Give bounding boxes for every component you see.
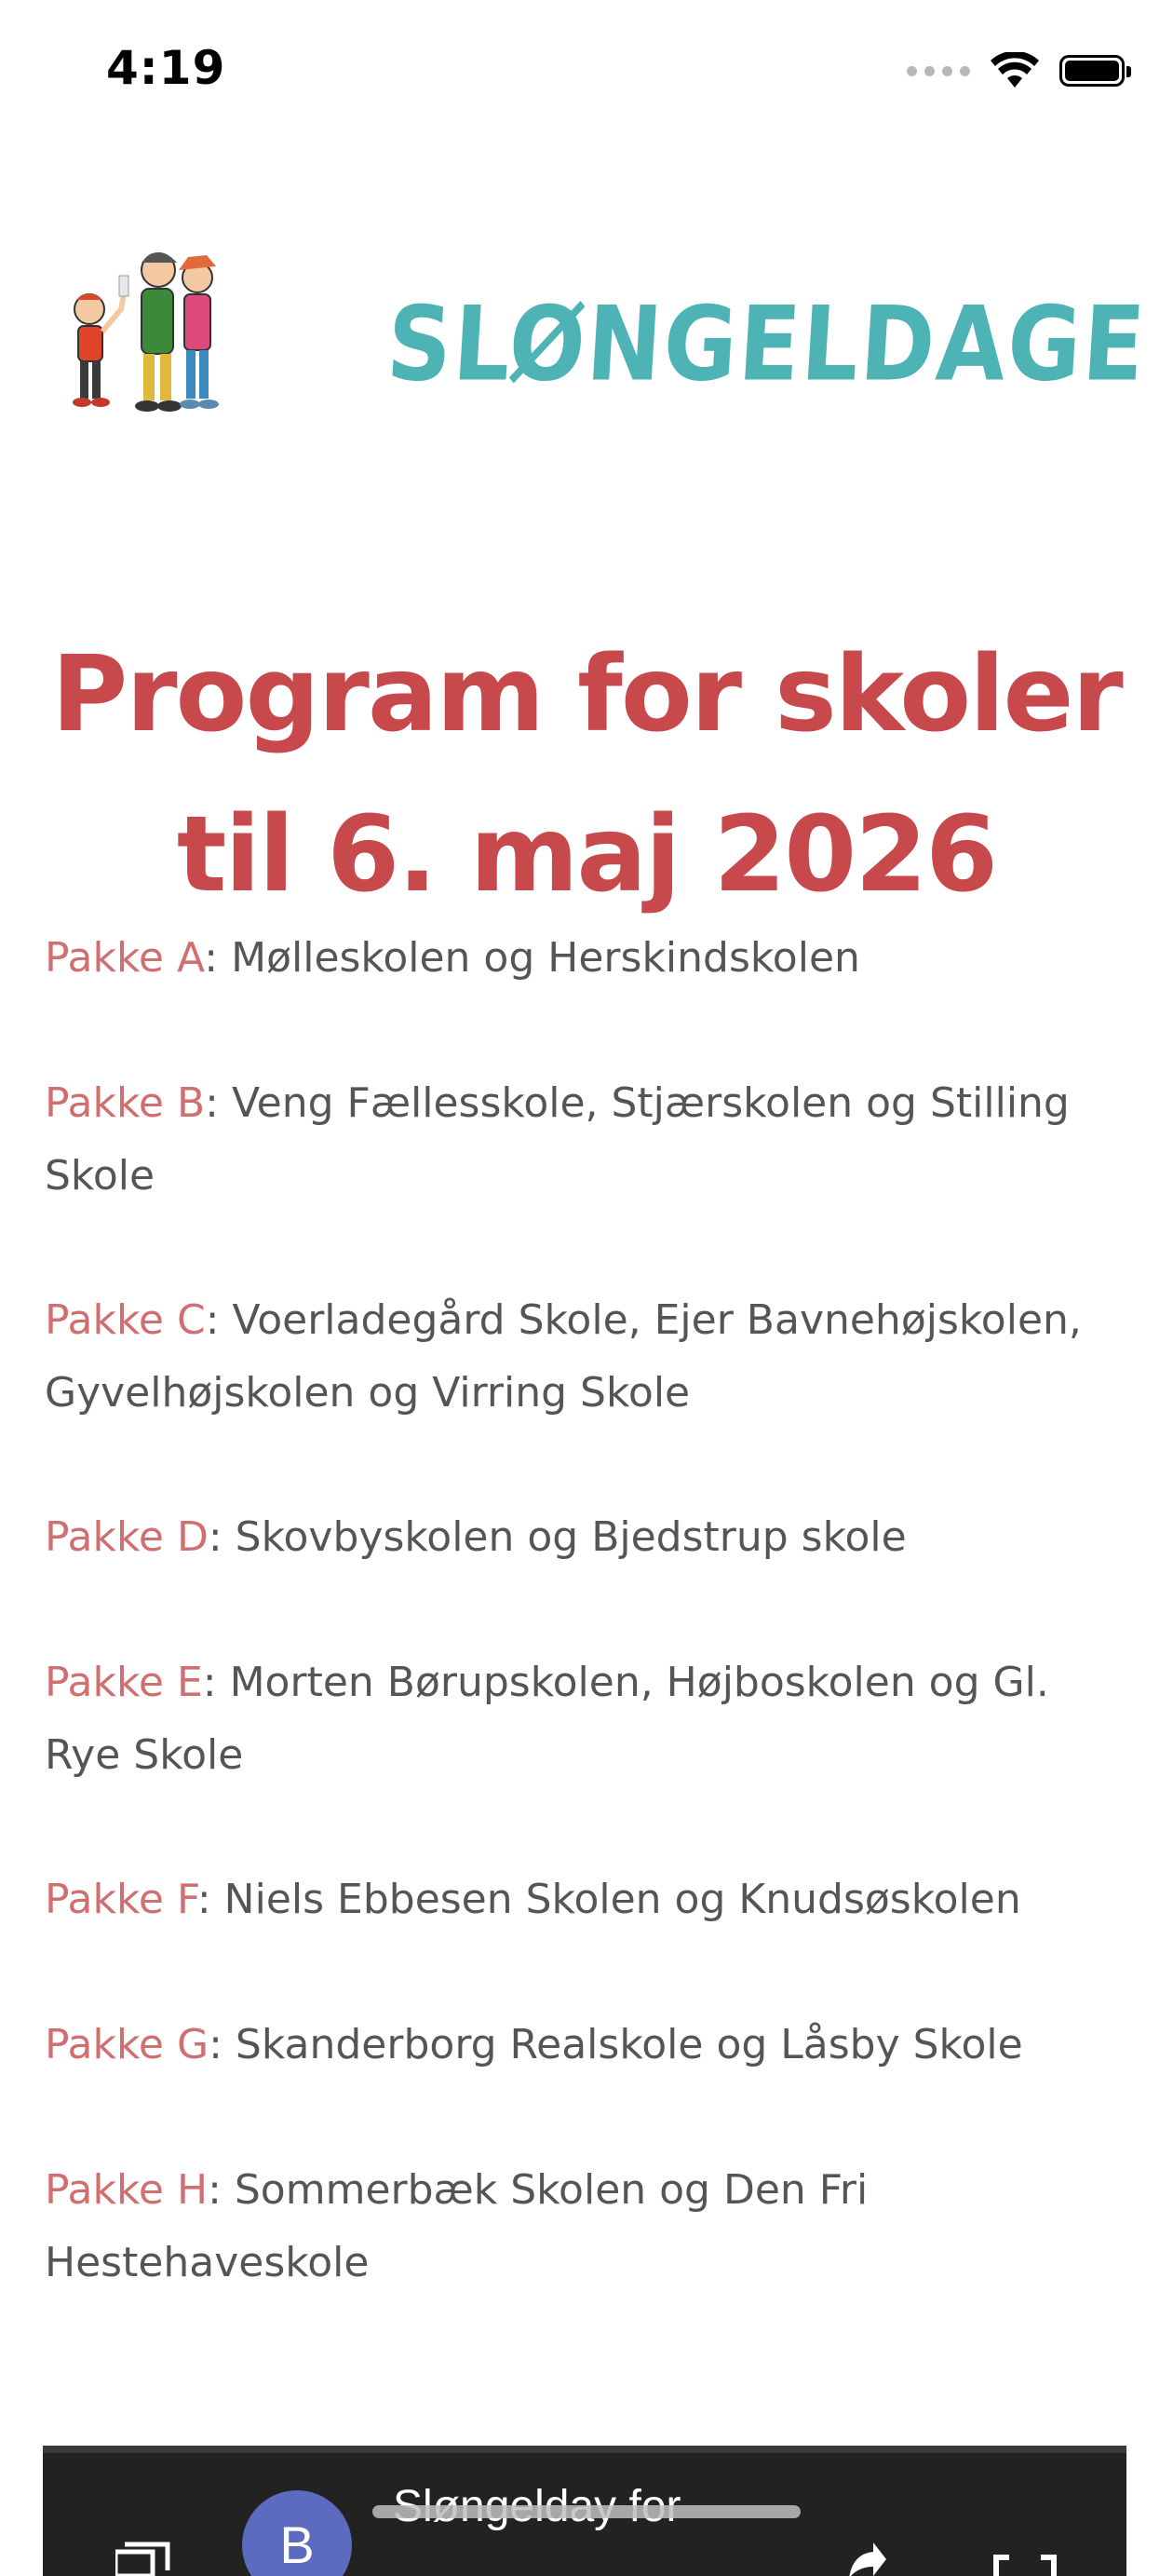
- site-wordmark[interactable]: SLØNGELDAGE: [384, 284, 1150, 404]
- playlist-icon[interactable]: [115, 2539, 177, 2576]
- page-title-line-2: til 6. maj 2026: [176, 794, 997, 915]
- site-header: [0, 233, 1173, 438]
- home-indicator[interactable]: [372, 2505, 801, 2518]
- status-time: 4:19: [106, 41, 226, 95]
- package-item-a: [45, 922, 1134, 995]
- package-label: Pakke B: [45, 1079, 206, 1127]
- wifi-icon: [991, 52, 1039, 89]
- package-label: Pakke A: [45, 934, 205, 982]
- package-text: : Sommerbæk Skolen og Den Fri Hestehaveskole: [45, 2166, 869, 2286]
- package-label: Pakke H: [45, 2166, 209, 2214]
- package-label: Pakke G: [45, 2021, 209, 2068]
- package-item-e: [45, 1647, 1134, 1792]
- package-text: : Veng Fællesskole, Stjærskolen og Stilling Skole: [45, 1079, 1070, 1200]
- package-item-h: [45, 2154, 1134, 2299]
- package-text: : Skanderborg Realskole og Låsby Skole: [209, 2021, 1023, 2068]
- fullscreen-icon[interactable]: [992, 2542, 1058, 2576]
- package-text: : Mølleskolen og Herskindskolen: [204, 934, 860, 982]
- clown-figures-logo-icon[interactable]: [48, 242, 235, 428]
- package-label: Pakke E: [45, 1659, 203, 1706]
- page-title-line-1: Program for skoler: [51, 634, 1122, 755]
- share-icon[interactable]: [845, 2541, 886, 2576]
- package-text: : Voerladegård Skole, Ejer Bavnehøjskolen, Gyvelhøjskolen og Virring Skole: [45, 1296, 1082, 1417]
- package-item-f: [45, 1864, 1134, 1936]
- package-text: : Morten Børupskolen, Højboskolen og Gl. Rye Skole: [45, 1659, 1049, 1779]
- status-icons: [907, 52, 1125, 89]
- battery-icon: [1059, 55, 1125, 87]
- package-item-d: [45, 1501, 1134, 1574]
- page-title: [37, 615, 1136, 935]
- package-text: : Niels Ebbesen Skolen og Knudsøskolen: [196, 1876, 1021, 1923]
- package-item-g: [45, 2009, 1134, 2081]
- package-text: : Skovbyskolen og Bjedstrup skole: [208, 1513, 907, 1561]
- cellular-signal-icon: [907, 66, 970, 76]
- package-label: Pakke F: [45, 1876, 197, 1923]
- package-label: Pakke C: [45, 1296, 206, 1344]
- status-bar: [0, 0, 1173, 149]
- package-item-c: [45, 1284, 1134, 1430]
- package-item-b: [45, 1067, 1134, 1213]
- package-label: Pakke D: [45, 1513, 209, 1561]
- channel-avatar[interactable]: B: [242, 2490, 352, 2576]
